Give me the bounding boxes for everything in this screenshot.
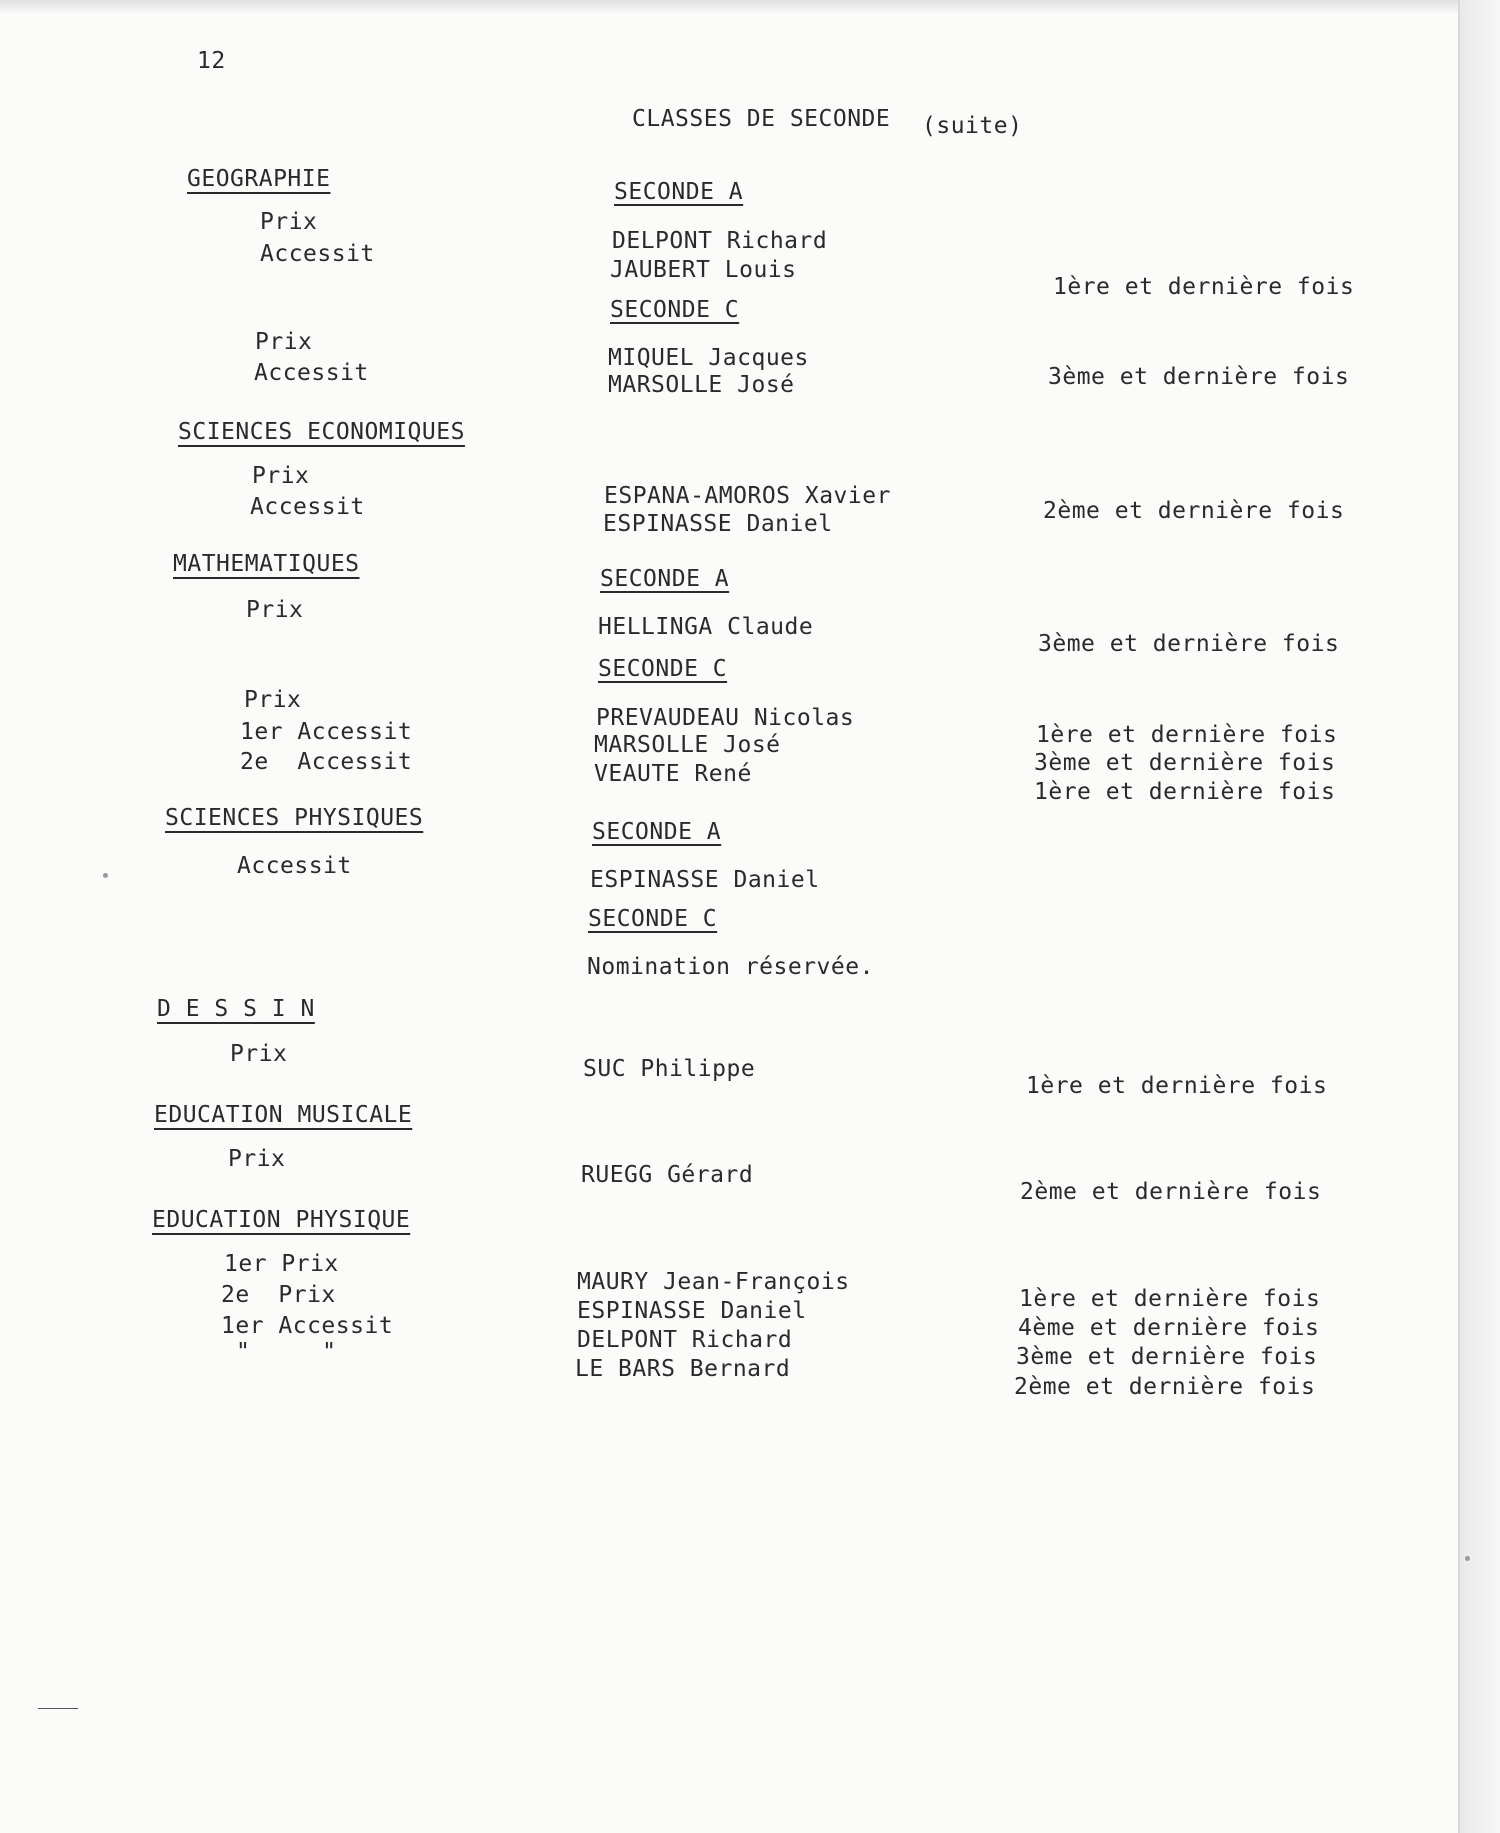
award-note: 1ère et dernière fois (1053, 274, 1355, 300)
award-label: 2e Accessit (240, 749, 413, 775)
award-label: 1er Prix (224, 1251, 339, 1277)
section-heading-sciences-economiques: SCIENCES ECONOMIQUES (178, 419, 465, 445)
award-label: Prix (260, 209, 318, 235)
award-note: 1ère et dernière fois (1026, 1073, 1328, 1099)
student-name: VEAUTE René (594, 761, 752, 787)
award-note: 2ème et dernière fois (1014, 1374, 1316, 1400)
section-heading-sciences-physiques: SCIENCES PHYSIQUES (165, 805, 424, 831)
scan-shadow (0, 0, 1500, 14)
award-label: Prix (230, 1041, 288, 1067)
award-note: 3ème et dernière fois (1034, 750, 1336, 776)
class-label-seconde-a: SECONDE A (592, 819, 722, 845)
award-label: Prix (246, 597, 304, 623)
nomination-note: Nomination réservée. (587, 954, 874, 980)
award-label: Prix (244, 687, 302, 713)
section-heading-geographie: GEOGRAPHIE (187, 166, 331, 192)
award-label: Accessit (254, 360, 369, 386)
page-number: 12 (197, 48, 226, 74)
student-name: MIQUEL Jacques (608, 345, 809, 371)
student-name: ESPINASSE Daniel (603, 511, 833, 537)
award-label: Prix (228, 1146, 286, 1172)
student-name: JAUBERT Louis (610, 257, 797, 283)
award-label: Prix (255, 329, 313, 355)
award-note: 4ème et dernière fois (1018, 1315, 1320, 1341)
award-label: 2e Prix (221, 1282, 336, 1308)
award-note: 3ème et dernière fois (1038, 631, 1340, 657)
award-note: 1ère et dernière fois (1034, 779, 1336, 805)
student-name: LE BARS Bernard (575, 1356, 791, 1382)
award-note: 3ème et dernière fois (1048, 364, 1350, 390)
student-name: MARSOLLE José (594, 732, 781, 758)
section-heading-education-physique: EDUCATION PHYSIQUE (152, 1207, 411, 1233)
class-label-seconde-c: SECONDE C (610, 297, 740, 323)
page-title-suffix: (suite) (922, 113, 1023, 139)
section-heading-mathematiques: MATHEMATIQUES (173, 551, 360, 577)
page-title: CLASSES DE SECONDE (632, 106, 891, 132)
student-name: SUC Philippe (583, 1056, 756, 1082)
award-label: Accessit (237, 853, 352, 879)
student-name: HELLINGA Claude (598, 614, 814, 640)
class-label-seconde-c: SECONDE C (598, 656, 728, 682)
section-heading-education-musicale: EDUCATION MUSICALE (154, 1102, 413, 1128)
student-name: MAURY Jean-François (577, 1269, 850, 1295)
award-label: Prix (252, 463, 310, 489)
student-name: ESPANA-AMOROS Xavier (604, 483, 891, 509)
award-label-ditto: " " (236, 1339, 337, 1365)
award-label: 1er Accessit (221, 1313, 394, 1339)
student-name: ESPINASSE Daniel (590, 867, 820, 893)
section-heading-dessin: D E S S I N (157, 996, 315, 1022)
scan-speck (103, 873, 108, 878)
award-note: 2ème et dernière fois (1043, 498, 1345, 524)
award-label: 1er Accessit (240, 719, 413, 745)
scan-speck (1465, 1556, 1470, 1561)
award-note: 1ère et dernière fois (1036, 722, 1338, 748)
student-name: DELPONT Richard (612, 228, 828, 254)
award-note: 3ème et dernière fois (1016, 1344, 1318, 1370)
student-name: MARSOLLE José (608, 372, 795, 398)
student-name: RUEGG Gérard (581, 1162, 754, 1188)
student-name: ESPINASSE Daniel (577, 1298, 807, 1324)
award-note: 1ère et dernière fois (1019, 1286, 1321, 1312)
class-label-seconde-a: SECONDE A (600, 566, 730, 592)
student-name: DELPONT Richard (577, 1327, 793, 1353)
class-label-seconde-c: SECONDE C (588, 906, 718, 932)
class-label-seconde-a: SECONDE A (614, 179, 744, 205)
award-label: Accessit (260, 241, 375, 267)
award-note: 2ème et dernière fois (1020, 1179, 1322, 1205)
student-name: PREVAUDEAU Nicolas (596, 705, 855, 731)
award-label: Accessit (250, 494, 365, 520)
scan-mark (38, 1708, 78, 1709)
